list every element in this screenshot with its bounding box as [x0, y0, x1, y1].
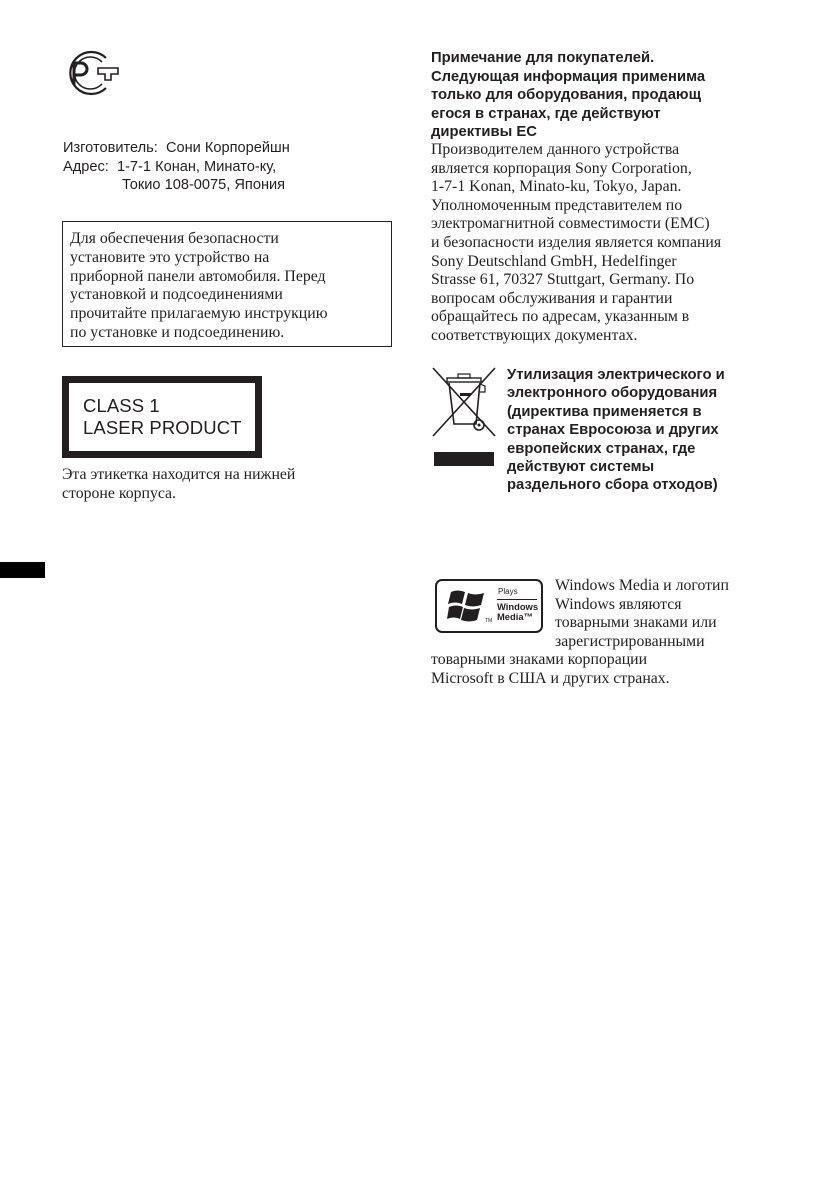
rct-certification-logo	[62, 50, 124, 96]
weee-line: действуют системы	[507, 459, 655, 476]
rct-mark-icon	[62, 50, 124, 96]
wm-trademark-line: зарегистрированными	[555, 632, 705, 650]
weee-line: (директива применяется в	[507, 403, 702, 420]
eu-notice-title-line: егося в странах, где действуют	[431, 105, 661, 122]
eu-notice-body-line: является корпорация Sony Corporation,	[431, 159, 692, 177]
plays-windows-media-logo	[435, 579, 543, 633]
label-location-note	[62, 466, 382, 504]
eu-notice-heading	[431, 49, 771, 142]
laser-product: LASER PRODUCT	[83, 417, 242, 438]
wm-trademark-line: Windows являются	[555, 595, 682, 613]
windows-media-trademark-text-cont	[431, 651, 771, 688]
safety-line: установкой и подсоединениями	[70, 286, 283, 304]
eu-notice-title-line: только для оборудования, продающ	[431, 87, 702, 103]
windows-media-trademark-text	[555, 577, 775, 651]
wm-brand-line2: Media™	[497, 611, 533, 623]
address-row-2	[63, 176, 383, 195]
laser-class: CLASS 1	[83, 395, 160, 416]
eu-notice-body-line: Производителем данного устройства	[431, 141, 680, 158]
safety-line: по установке и подсоединению.	[70, 323, 285, 341]
eu-notice-body	[431, 141, 771, 346]
eu-notice-title-line: Примечание для покупателей.	[431, 50, 655, 66]
safety-line: приборной панели автомобиля. Перед	[70, 267, 326, 285]
safety-line: установите это устройство на	[70, 248, 270, 266]
safety-notice-box	[62, 221, 392, 347]
weee-line: Утилизация электрического и	[507, 367, 725, 383]
wm-divider	[497, 599, 537, 600]
eu-notice-body-line: 1-7-1 Konan, Minato-ku, Tokyo, Japan.	[431, 178, 682, 196]
wm-tm-mark: TM	[485, 618, 493, 624]
maker-label: Изготовитель:	[63, 140, 158, 156]
eu-notice-title-line: директивы ЕС	[431, 124, 537, 140]
eu-notice-body-line: Уполномоченным представителем по	[431, 196, 683, 214]
eu-notice-body-line: электромагнитной совместимости (EMC)	[431, 215, 710, 233]
weee-heading	[507, 366, 777, 495]
eu-notice-body-line: обращайтесь по адресам, указанным в	[431, 308, 690, 326]
wm-trademark-line: Windows Media и логотип	[555, 577, 729, 594]
label-location-line: Эта этикетка находится на нижней	[62, 466, 296, 483]
laser-product-label	[62, 376, 262, 458]
weee-symbol	[430, 366, 498, 466]
crossed-out-wheelie-bin-icon	[430, 366, 498, 466]
wm-plays-text: Plays	[498, 587, 518, 596]
address-label: Адрес:	[63, 158, 109, 175]
wm-trademark-line: товарными знаками корпорации	[431, 651, 648, 668]
wm-trademark-line: Microsoft в США и других странах.	[431, 669, 670, 687]
safety-line: Для обеспечения безопасности	[70, 230, 279, 247]
manufacturer-info	[63, 139, 383, 195]
page-edge-tab	[0, 562, 45, 578]
windows-flag-icon	[447, 589, 487, 623]
weee-line: европейских странах, где	[507, 440, 696, 457]
eu-notice-body-line: Sony Deutschland GmbH, Hedelfinger	[431, 252, 677, 270]
wm-trademark-line: товарными знаками или	[555, 614, 717, 632]
address-line2: Токио 108-0075, Япония	[122, 177, 286, 194]
eu-notice-body-line: вопросам обслуживания и гарантии	[431, 289, 673, 307]
safety-line: прочитайте прилагаемую инструкцию	[70, 305, 328, 323]
address-line1: 1-7-1 Конан, Минато-ку,	[116, 158, 277, 175]
weee-line: раздельного сбора отходов)	[507, 477, 718, 494]
wm-brand	[497, 602, 538, 622]
weee-line: электронного оборудования	[507, 385, 718, 402]
eu-notice-body-line: Strasse 61, 70327 Stuttgart, Germany. По	[431, 271, 695, 289]
maker-value: Сони Корпорейшн	[165, 140, 290, 156]
eu-notice-body-line: и безопасности изделия является компания	[431, 233, 722, 251]
weee-line: странах Евросоюза и других	[507, 422, 719, 439]
label-location-line: стороне корпуса.	[62, 484, 177, 502]
address-row	[63, 158, 383, 177]
wm-brand-line1: Windows	[497, 601, 539, 612]
maker-row	[63, 139, 383, 158]
eu-notice-body-line: соответствующих документах.	[431, 326, 638, 344]
eu-notice-title-line: Следующая информация применима	[431, 68, 706, 85]
